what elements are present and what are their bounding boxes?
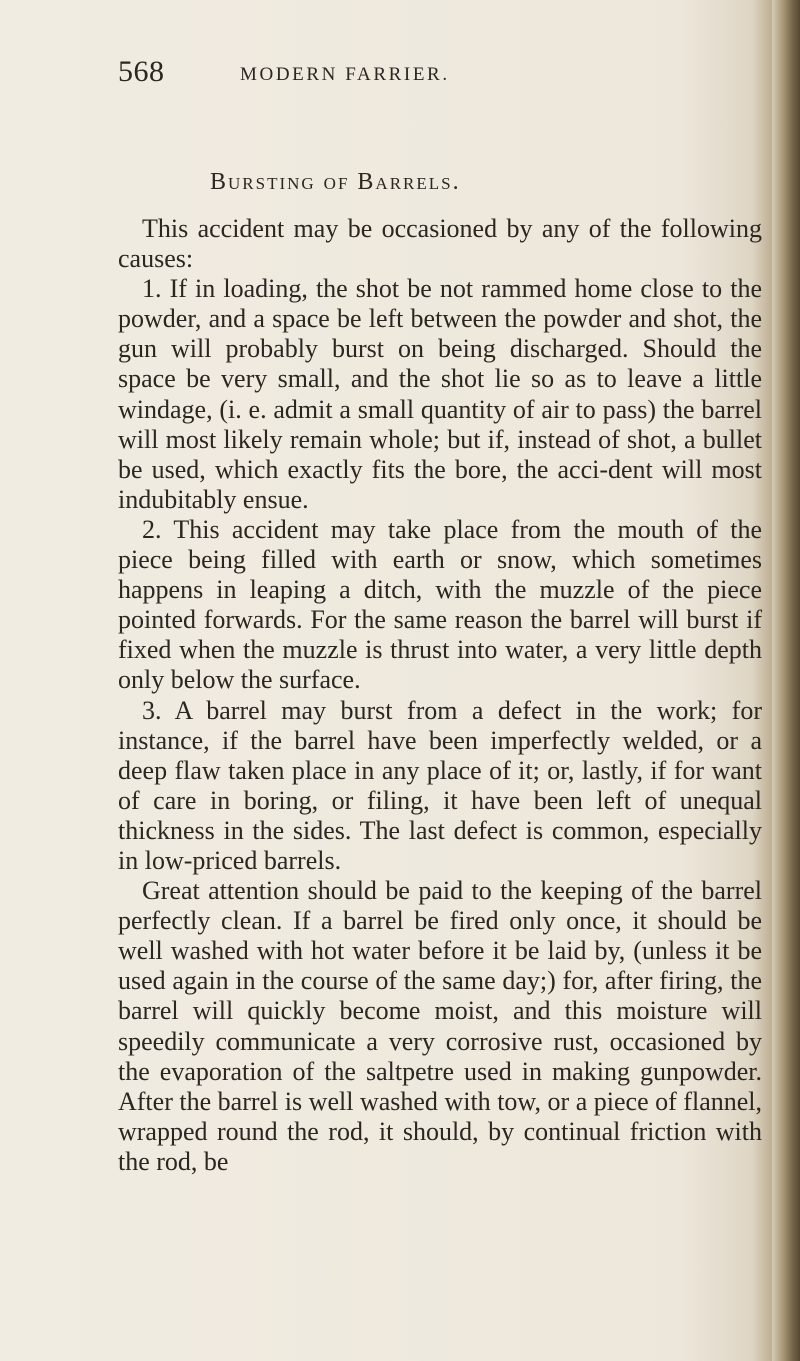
paragraph-cause-2: 2. This accident may take place from the mouth of the piece being filled with earth or snow, which sometimes happens in leaping a ditch, with the muzzle of the piece pointed forwards. For the same reason the barrel will burst if fixed when the muzzle is thrust into water, a very little depth only below the surface. bbox=[118, 514, 762, 695]
page-edge-shadow bbox=[772, 0, 800, 1361]
paragraph-cause-1: 1. If in loading, the shot be not rammed home close to the powder, and a space be left between the powder and shot, the gun will probably burst on being discharged. Should the space be very small, and the shot lie so as to leave a little windage, (i. e. admit a small quantity of air to pass) the barrel will most likely remain whole; but if, instead of shot, a bullet be used, which exactly fits the bore, the acci-dent will most indubitably ensue. bbox=[118, 274, 762, 514]
paragraph-intro: This accident may be occasioned by any of the following causes: bbox=[118, 214, 762, 274]
page-number: 568 bbox=[118, 55, 165, 88]
body-text bbox=[118, 214, 762, 1177]
section-heading: Bursting of Barrels. bbox=[210, 169, 461, 195]
paragraph-cause-3: 3. A barrel may burst from a defect in the work; for instance, if the barrel have been imperfectly welded, or a deep flaw taken place in any place of it; or, lastly, if for want of care in boring, or filing, it have been left of unequal thickness in the sides. The last defect is common, especially in low-priced barrels. bbox=[118, 695, 762, 875]
running-head bbox=[0, 55, 760, 95]
paragraph-care: Great attention should be paid to the keeping of the barrel perfectly clean. If a barrel be fired only once, it should be well washed with hot water before it be laid by, (unless it be used again in the course of the same day;) for, after firing, the barrel will quickly become moist, and this moisture will speedily communicate a very corrosive rust, occasioned by the evaporation of the saltpetre used in making gunpowder. After the barrel is well washed with tow, or a piece of flannel, wrapped round the rod, it should, by continual friction with the rod, be bbox=[118, 876, 762, 1176]
running-head-title: MODERN FARRIER. bbox=[240, 64, 450, 85]
